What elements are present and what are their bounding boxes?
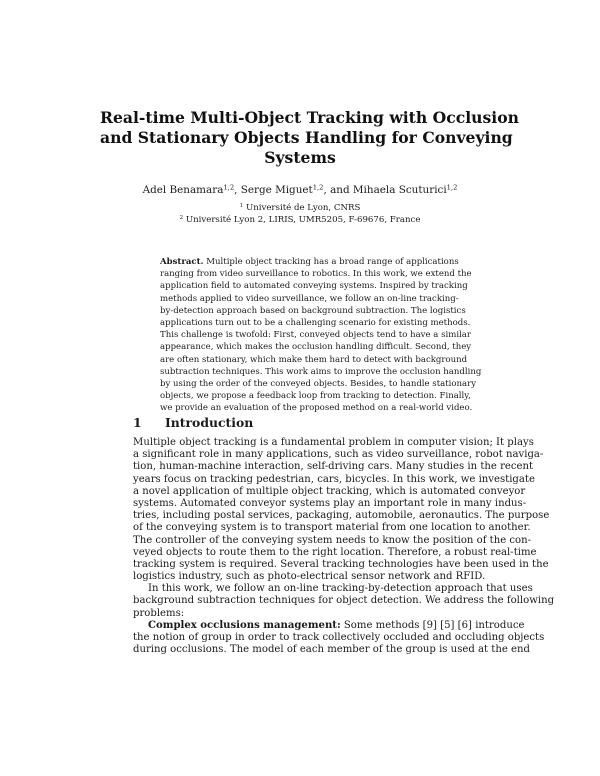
affiliation-1 bbox=[0, 203, 600, 214]
author-affiliation-mark: 1,2 bbox=[446, 183, 458, 192]
body-line: of the conveying system is to transport material from one location to another. bbox=[133, 522, 531, 534]
affiliation-mark: 1 bbox=[239, 202, 244, 209]
abstract-line: application field to automated conveying systems. Inspired by tracking bbox=[160, 281, 468, 292]
abstract-line bbox=[160, 256, 459, 268]
abstract-line: by-detection approach based on background subtraction. The logistics bbox=[160, 305, 466, 316]
abstract-line: This challenge is twofold: First, conveyed objects tend to have a similar bbox=[160, 330, 471, 341]
abstract-line: by using the order of the conveyed objects. Besides, to handle stationary bbox=[160, 378, 477, 389]
body-line: tries, including postal services, packaging, automobile, aeronautics. The purpose bbox=[133, 510, 550, 522]
affiliation-text: Université de Lyon, CNRS bbox=[245, 203, 361, 213]
body-line: years focus on tracking pedestrian, cars, bicycles. In this work, we investigate bbox=[133, 473, 535, 485]
section-heading bbox=[133, 415, 253, 430]
body-line: a novel application of multiple object tracking, which is automated conveyor bbox=[133, 485, 526, 497]
author-name: , Serge Miguet bbox=[234, 184, 313, 196]
author-affiliation-mark: 1,2 bbox=[312, 183, 324, 192]
body-line: during occlusions. The model of each member of the group is used at the end bbox=[133, 644, 530, 656]
section-title: Introduction bbox=[165, 415, 254, 430]
body-line: tion, human-machine interaction, self-driving cars. Many studies in the recent bbox=[133, 461, 534, 473]
author-name: , and Mihaela Scuturici bbox=[323, 184, 447, 196]
author-name: Adel Benamara bbox=[142, 184, 224, 196]
abstract bbox=[160, 256, 482, 414]
affiliation-text: Université Lyon 2, LIRIS, UMR5205, F-69676, France bbox=[185, 215, 421, 225]
abstract-line: methods applied to video surveillance, we follow an on-line tracking- bbox=[160, 293, 459, 304]
title-line: Systems bbox=[264, 148, 336, 167]
section-number: 1 bbox=[133, 415, 142, 430]
abstract-line: we provide an evaluation of the proposed method on a real-world video. bbox=[160, 403, 473, 414]
title-line: Real-time Multi-Object Tracking with Occlusion bbox=[100, 108, 519, 127]
abstract-line: appearance, which makes the occlusion handling difficult. Second, they bbox=[160, 342, 472, 353]
abstract-line: ranging from video surveillance to robotics. In this work, we extend the bbox=[160, 269, 472, 280]
abstract-line: objects, we propose a feedback loop from tracking to detection. Finally, bbox=[160, 391, 471, 402]
body-line: veyed objects to route them to the right location. Therefore, a robust real-time bbox=[133, 546, 537, 558]
affiliation-mark: 2 bbox=[179, 214, 184, 221]
title-line: and Stationary Objects Handling for Conveying bbox=[100, 128, 513, 147]
body-line: problems: bbox=[133, 607, 185, 619]
body-line: In this work, we follow an on-line tracking-by-detection approach that uses bbox=[148, 583, 533, 595]
body-line: systems. Automated conveyor systems play an important role in many indus- bbox=[133, 497, 527, 509]
body-line bbox=[133, 619, 525, 632]
body-line: logistics industry, such as photo-electrical sensor network and RFID. bbox=[133, 571, 486, 583]
body-line: background subtraction techniques for object detection. We address the following bbox=[133, 595, 555, 607]
abstract-text: Multiple object tracking has a broad range of applications bbox=[203, 257, 459, 267]
paragraph-text: Some methods [9] [5] [6] introduce bbox=[340, 619, 525, 631]
body-text bbox=[133, 437, 555, 656]
paper-title bbox=[100, 108, 519, 168]
paragraph-run-in-heading: Complex occlusions management: bbox=[148, 619, 341, 631]
affiliation-2 bbox=[0, 215, 600, 226]
body-line: Multiple object tracking is a fundamental problem in computer vision; It plays bbox=[133, 437, 534, 448]
author-list bbox=[0, 183, 600, 197]
body-line: The controller of the conveying system needs to know the position of the con- bbox=[133, 534, 532, 546]
body-line: the notion of group in order to track collectively occluded and occluding objects bbox=[133, 632, 545, 643]
abstract-label: Abstract. bbox=[160, 257, 204, 267]
abstract-line: are often stationary, which make them hard to detect with background bbox=[160, 354, 468, 365]
abstract-line: subtraction techniques. This work aims to improve the occlusion handling bbox=[160, 366, 482, 377]
abstract-line: applications turn out to be a challenging scenario for existing methods. bbox=[160, 317, 471, 328]
author-affiliation-mark: 1,2 bbox=[223, 183, 235, 192]
body-line: a significant role in many applications, such as video surveillance, robot naviga- bbox=[133, 449, 544, 461]
body-line: tracking system is required. Several tracking technologies have been used in the bbox=[133, 558, 549, 570]
